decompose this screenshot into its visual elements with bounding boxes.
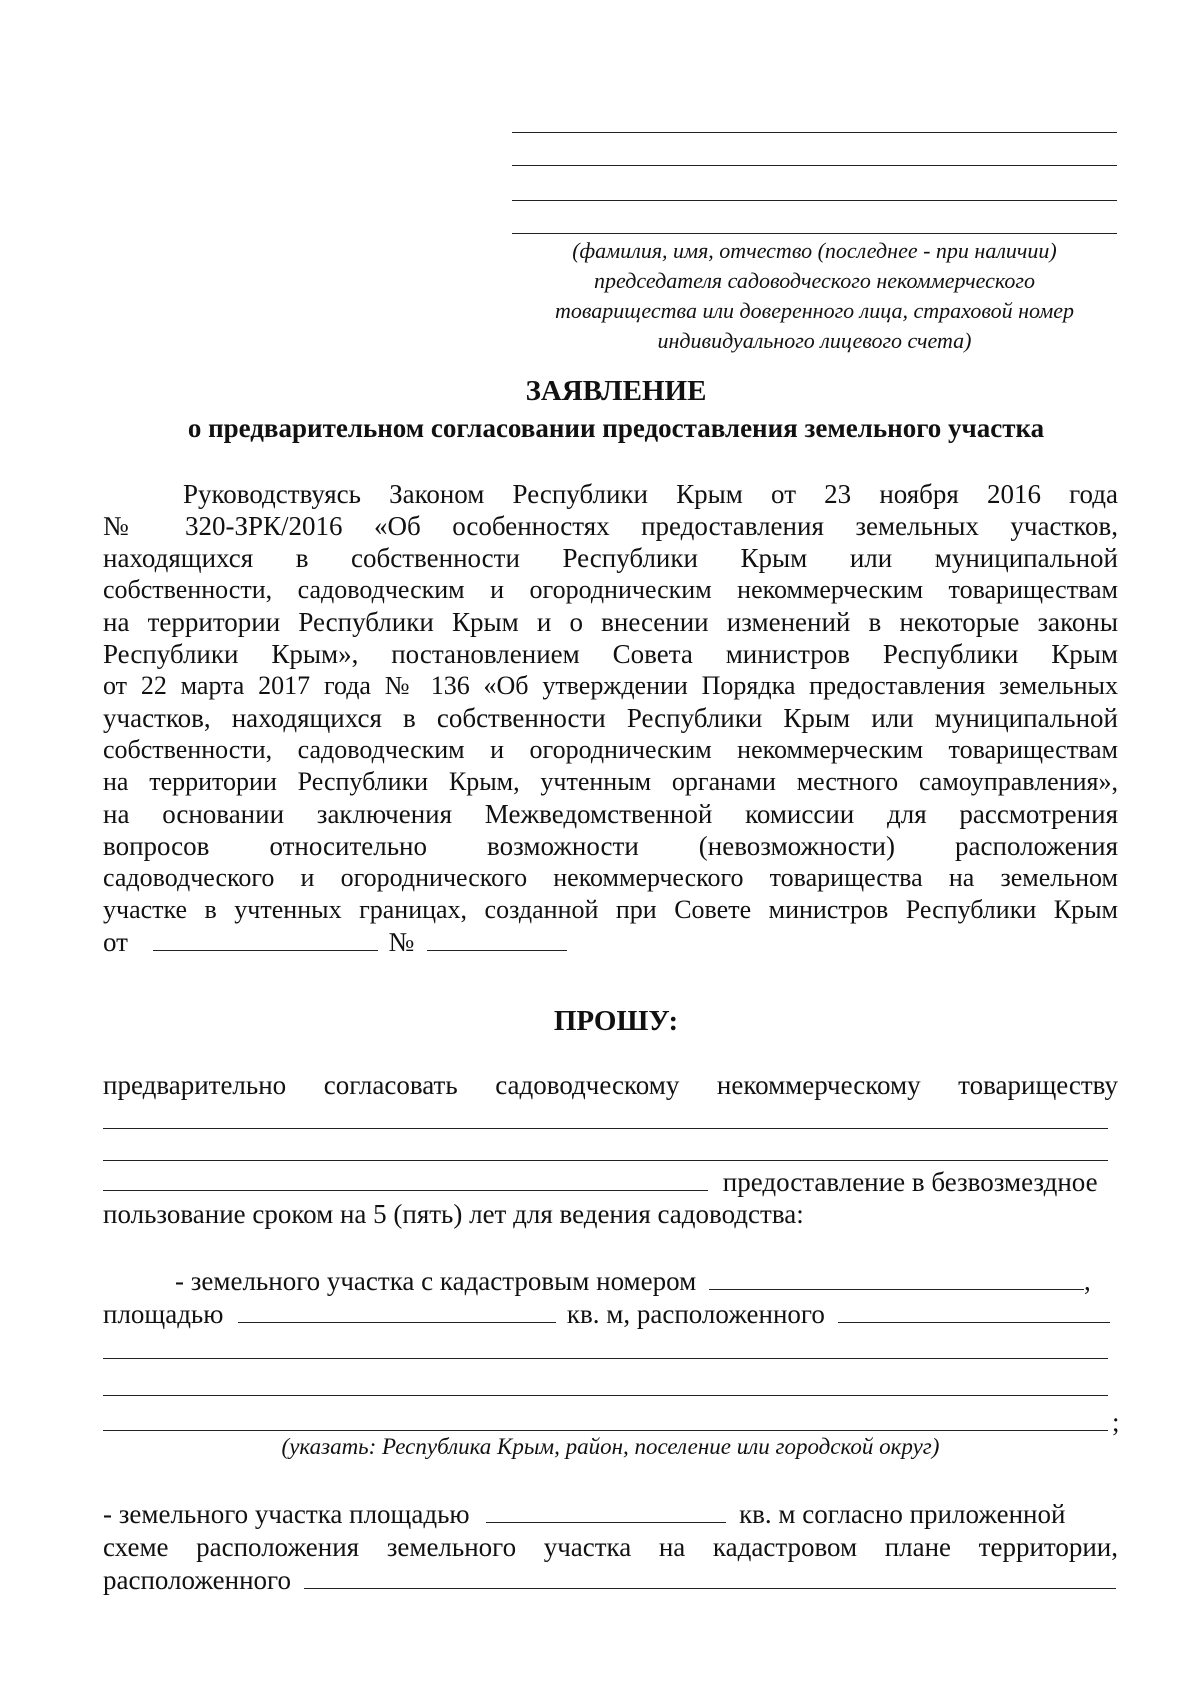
item2-located-label: расположенного bbox=[103, 1565, 291, 1595]
area-field[interactable] bbox=[238, 1300, 556, 1323]
item2-located-line bbox=[103, 1564, 1123, 1596]
body-line: на территории Республики Крым и о внесении изменений в некоторые законы bbox=[103, 607, 1118, 637]
body-line: № 320-ЗРК/2016 «Об особенностях предоставления земельных участков, bbox=[103, 511, 1118, 541]
caption-line: товарищества или доверенного лица, страховой номер bbox=[554, 298, 1075, 323]
area-line bbox=[103, 1298, 1123, 1330]
document-title: ЗАЯВЛЕНИЕ bbox=[525, 375, 707, 407]
body-line: участков, находящихся в собственности Республики Крым или муниципальной bbox=[103, 703, 1118, 733]
location-line-2[interactable] bbox=[103, 1358, 1108, 1359]
applicant-line-1[interactable] bbox=[512, 132, 1117, 133]
body-line-last bbox=[103, 926, 1118, 958]
partnership-name-field-3[interactable] bbox=[103, 1168, 708, 1191]
number-label: № bbox=[388, 927, 415, 957]
caption-line: председателя садоводческого некоммерческого bbox=[594, 268, 1035, 293]
semicolon: ; bbox=[1112, 1407, 1120, 1437]
item2-area-label: - земельного участка площадью bbox=[103, 1499, 470, 1529]
item2-area-line bbox=[103, 1498, 1123, 1530]
body-line: вопросов относительно возможности (невозможности) расположения bbox=[103, 831, 1118, 861]
request-heading: ПРОШУ: bbox=[553, 1005, 679, 1037]
request-line-1: предварительно согласовать садоводческому некоммерческому товариществу bbox=[103, 1070, 1118, 1100]
body-line: собственности, садоводческим и огородническим некоммерческим товариществам bbox=[103, 575, 1118, 604]
item2-location-field[interactable] bbox=[304, 1566, 1116, 1589]
body-line: участке в учтенных границах, созданной при Совете министров Республики Крым bbox=[103, 895, 1118, 924]
location-hint: (указать: Республика Крым, район, поселение или городской округ) bbox=[281, 1434, 940, 1459]
partnership-name-line-2[interactable] bbox=[103, 1160, 1108, 1161]
applicant-line-2[interactable] bbox=[512, 165, 1117, 166]
caption-line: индивидуального лицевого счета) bbox=[657, 328, 972, 353]
sqm-located-label: кв. м, расположенного bbox=[566, 1299, 825, 1329]
body-line: Республики Крым», постановлением Совета министров Республики Крым bbox=[103, 639, 1118, 669]
location-line-3[interactable] bbox=[103, 1395, 1108, 1396]
item2-area-field[interactable] bbox=[486, 1500, 726, 1523]
body-line: находящихся в собственности Республики Крым или муниципальной bbox=[103, 543, 1118, 573]
location-field[interactable] bbox=[838, 1300, 1110, 1323]
from-label: от bbox=[103, 927, 128, 957]
body-line: на территории Республики Крым, учтенным органами местного самоуправления», bbox=[103, 767, 1118, 796]
partnership-name-line-1[interactable] bbox=[103, 1128, 1108, 1129]
cadastral-line bbox=[175, 1265, 1135, 1297]
applicant-caption bbox=[512, 236, 1117, 356]
cadastral-number-field[interactable] bbox=[709, 1267, 1084, 1290]
applicant-line-3[interactable] bbox=[512, 200, 1117, 201]
scheme-line: схеме расположения земельного участка на кадастровом плане территории, bbox=[103, 1532, 1118, 1562]
conclusion-number-field[interactable] bbox=[427, 928, 567, 951]
body-paragraph bbox=[103, 478, 1118, 958]
comma: , bbox=[1083, 1266, 1091, 1296]
item2-sqm-scheme: кв. м согласно приложенной bbox=[739, 1499, 1066, 1529]
body-line: на основании заключения Межведомственной комиссии для рассмотрения bbox=[103, 799, 1118, 829]
body-line: садоводческого и огороднического некоммерческого товарищества на земельном bbox=[103, 863, 1118, 892]
area-label: площадью bbox=[103, 1299, 224, 1329]
provision-text: предоставление в безвозмездное bbox=[722, 1167, 1098, 1197]
location-line-4[interactable] bbox=[103, 1430, 1108, 1431]
provision-line bbox=[103, 1166, 1118, 1198]
body-line: собственности, садоводческим и огородническим некоммерческим товариществам bbox=[103, 735, 1118, 764]
caption-line: (фамилия, имя, отчество (последнее - при наличии) bbox=[572, 238, 1057, 263]
body-line: от 22 марта 2017 года № 136 «Об утверждении Порядка предоставления земельных bbox=[103, 671, 1118, 700]
document-subtitle: о предварительном согласовании предоставления земельного участка bbox=[187, 413, 1045, 443]
body-line: Руководствуясь Законом Республики Крым от 23 ноября 2016 года bbox=[183, 479, 1118, 509]
conclusion-date-field[interactable] bbox=[153, 928, 378, 951]
applicant-line-4[interactable] bbox=[512, 233, 1117, 234]
cadastral-label: - земельного участка с кадастровым номером bbox=[175, 1266, 697, 1296]
use-term-line: пользование сроком на 5 (пять) лет для ведения садоводства: bbox=[103, 1199, 804, 1229]
